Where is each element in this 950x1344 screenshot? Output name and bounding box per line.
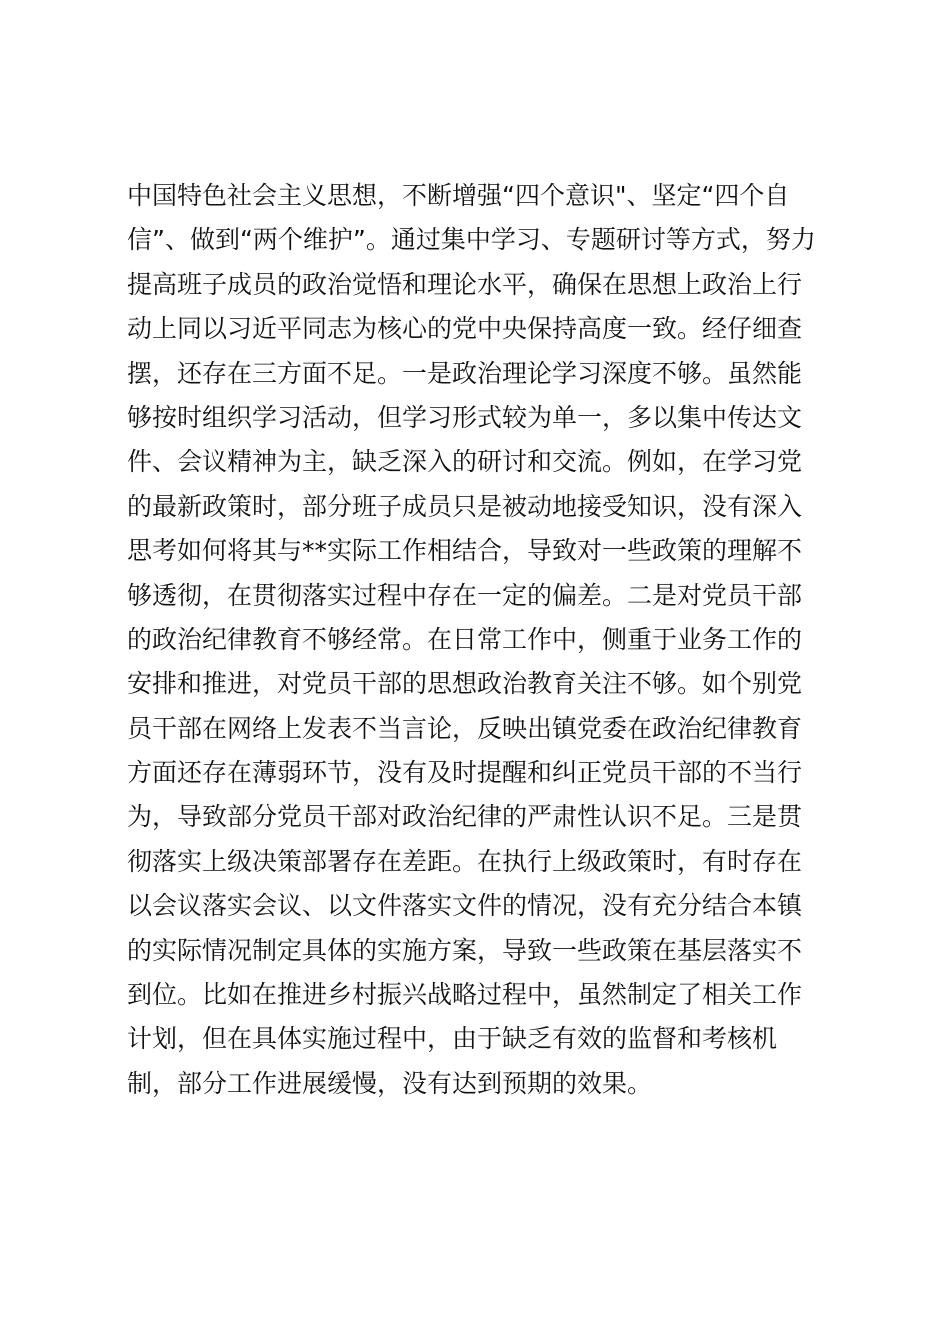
text-line: 件、会议精神为主，缺乏深入的研讨和交流。例如，在学习党 [127, 447, 803, 477]
text-line: 信”、做到“两个维护”。通过集中学习、专题研讨等方式，努力 [127, 225, 816, 255]
text-line: 中国特色社会主义思想，不断增强“四个意识"、坚定“四个自 [127, 181, 790, 210]
text-line: 为，导致部分党员干部对政治纪律的严肃性认识不足。三是贯 [127, 802, 803, 832]
text-line: 的实际情况制定具体的实施方案，导致一些政策在基层落实不 [127, 935, 803, 965]
text-line: 够透彻，在贯彻落实过程中存在一定的偏差。二是对党员干部 [127, 580, 803, 610]
text-line: 方面还存在薄弱环节，没有及时提醒和纠正党员干部的不当行 [127, 758, 803, 788]
text-line: 动上同以习近平同志为核心的党中央保持高度一致。经仔细查 [127, 314, 803, 344]
text-line: 彻落实上级决策部署存在差距。在执行上级政策时，有时存在 [127, 846, 803, 876]
text-line: 的最新政策时，部分班子成员只是被动地接受知识，没有深入 [127, 491, 803, 521]
text-line: 思考如何将其与**实际工作相结合，导致对一些政策的理解不 [127, 536, 803, 566]
text-line: 够按时组织学习活动，但学习形式较为单一，多以集中传达文 [127, 402, 803, 432]
text-line: 计划，但在具体实施过程中，由于缺乏有效的监督和考核机 [127, 1024, 778, 1054]
text-line: 员干部在网络上发表不当言论，反映出镇党委在政治纪律教育 [127, 713, 803, 743]
text-line: 制，部分工作进展缓慢，没有达到预期的效果。 [127, 1068, 653, 1098]
text-line: 提高班子成员的政治觉悟和理论水平，确保在思想上政治上行 [127, 269, 803, 299]
text-line: 安排和推进，对党员干部的思想政治教育关注不够。如个别党 [127, 669, 803, 699]
body-paragraph [127, 174, 847, 1106]
text-line: 的政治纪律教育不够经常。在日常工作中，侧重于业务工作的 [127, 624, 803, 654]
text-line: 到位。比如在推进乡村振兴战略过程中，虽然制定了相关工作 [127, 980, 803, 1010]
text-line: 摆，还存在三方面不足。一是政治理论学习深度不够。虽然能 [127, 358, 803, 388]
text-line: 以会议落实会议、以文件落实文件的情况，没有充分结合本镇 [127, 891, 803, 921]
